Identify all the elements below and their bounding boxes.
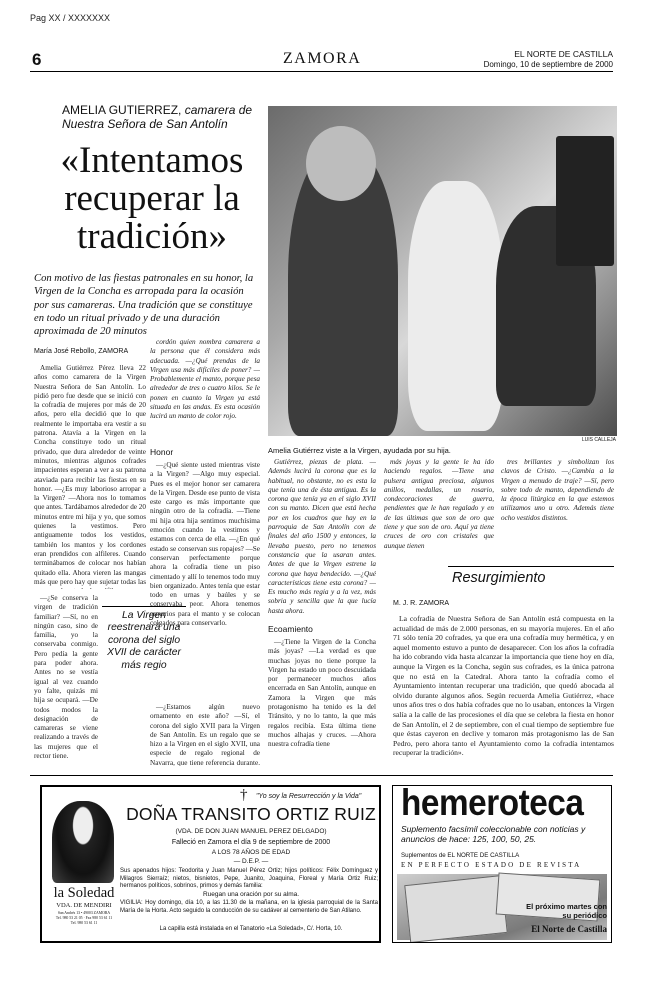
article-bottom-rule	[30, 775, 613, 776]
main-photo	[268, 106, 617, 436]
hemeroteca-ad	[392, 785, 612, 943]
byline: María José Rebollo, ZAMORA	[34, 348, 129, 355]
col2b-text: —¿Qué siente usted mientras viste a la Virgen? —Algo muy especial. Pues es el mejor honor ser camarera de la Virgen. Desde ese punto de vista este cargo es más importante que ningún otro de la cofradía. —Tiene mi hija otra hija sentimos muchísima emoción cuando la vestimos y estamos con cerca de ella. —¿En qué estado se conservan sus ropajes? —Se conservan perfectamente porque ahora la cofradía tiene un piso cimentado y allí lo tenemos todo muy bien organizado. Antes tenía que estar todo en urnas y baúles y se conservaba peor. Ahora tenemos armarios para el manto y se colocan colgados para conservarlo.	[150, 461, 260, 628]
hemeroteca-brand: El Norte de Castilla	[531, 924, 607, 934]
lead: Con motivo de las fiestas patronales en su honor, la Virgen de la Concha es arropada para la ocasión por sus camareras. Una tradición que se constituye en todo un ritual privado y de una duración aproximada de 20 minutos	[34, 273, 254, 338]
photo-credit: LUIS CALLEJA	[581, 437, 616, 443]
headline: «Intentamos recuperar la tradición»	[60, 140, 244, 257]
photo-shelf	[556, 136, 614, 266]
resurg-text-box	[393, 614, 614, 766]
col1c-text	[34, 680, 146, 689]
obituary-died: Falleció en Zamora el día 9 de septiembre de 2000	[171, 839, 331, 846]
obituary-age: A LOS 78 AÑOS DE EDAD	[211, 849, 291, 856]
obituary-vigil: VIGILIA: Hoy domingo, día 10, a las 11.30 de la mañana, en la iglesia parroquial de la Santa María de la Horta. Acto seguido la conducción de su cadáver al cementerio de San Atilano.	[120, 900, 378, 914]
obituary-motto: "Yo soy la Resurrección y la Vida"	[256, 793, 362, 800]
hemeroteca-line2: EN PERFECTO ESTADO DE REVISTA	[401, 861, 582, 869]
obituary-family: Sus apenados hijos: Teodorita y Juan Manuel Pérez Ortiz; hijos políticos: Félix Domínguez y Milagros Sierraíz; nietos, bisnietos, Pepe, Juanito, Joaquina, Floreal y María Ortiz Ruiz; hermanos políticos, sobrinos, primos y demás familia:	[120, 868, 378, 890]
subhead-ecoamiento: Ecoamiento	[268, 624, 313, 634]
section-title: ZAMORA	[283, 50, 362, 67]
hemeroteca-subtitle: Suplemento facsímil coleccionable con noticias y anuncios de hace: 125, 100, 50, 25.	[401, 824, 586, 844]
obituary-widow: (VDA. DE DON JUAN MANUEL PEREZ DELGADO)	[175, 828, 327, 835]
header-rule	[30, 71, 613, 72]
col2c-text: —¿Estamos algún nuevo ornamento en este año? —Sí, el corona del siglo XVII para la Virgen de San Antolín. Es un regalo que se hizo a la Virgen en el siglo XVII, una especie de regalo regional de Navarra, que tiene referencia durante.	[150, 703, 260, 766]
col3-text: Gutiérrez, piezas de plata. —Además lucirá la corona que es la habitual, no obstante, no es esta la que tenía una de ésta antigua. Es la corona que tenía ya en el siglo XVII con su manto. Dicen que está hecha por en los cuadros que hay en la parroquia de San Antolín con de finales del año 1500 y entonces, la llevaba puesto, pero no tenemos constancia que la usaran antes. Antes de que la Virgen estrene la corona que haya bendecido. —¿Qué características tiene esta corona? —Es mucho más regia y a la vez, más sobria y sencilla que la que lucía hasta ahora.	[268, 458, 376, 615]
obituary-cross: †	[240, 787, 248, 803]
hemeroteca-line1: Suplementos de EL NORTE DE CASTILLA	[401, 852, 520, 859]
obituary-logo-image	[52, 801, 114, 883]
obituary-logo-sub: VDA. DE MENDIRI	[56, 902, 112, 909]
photo-figure-head	[306, 126, 376, 201]
obituary-chapel: La capilla está instalada en el Tanatorio «La Soledad», C/. Horta, 10.	[159, 926, 343, 932]
article-col-3	[268, 458, 376, 618]
paper-name: EL NORTE DE CASTILLA	[514, 49, 613, 59]
hemeroteca-promo: El próximo martes con su periódico	[526, 902, 607, 920]
article-col-4	[384, 458, 494, 556]
col1b-text: —¿Se conserva la virgen de tradición familiar? —Sí, no en ningún caso, sino de familia, yo la conservaba conmigo. Pero pedía la gente para poder ahora. Antes no se vestía igual al vez cuando yo falte, quizás mi hija se ocupará. —De todos modos la designación de camareras se viene realizando a través de las mujeres que el rector tiene.	[34, 594, 98, 761]
obituary-logo-name: la Soledad	[53, 885, 115, 901]
obituary-box	[40, 785, 381, 943]
photo-virgin-statue	[408, 181, 503, 431]
article-col-2c	[150, 703, 260, 766]
article-col-5	[501, 458, 614, 556]
resurg-text: La cofradía de Nuestra Señora de San Antolín está compuesta en la actualidad de más de 2.000 personas, en su mayoría mujeres. En el año 71 sólo tenía 20 cofrades, ya que era una cofradía muy hermética, y en aquel momento estuvo a punto de desaparecer. Con los años la cofradía ha ido cobrando vida hasta alcanzar la importancia que tiene hoy en día, aunque la Virgen es la Concha, según sus cofrades, es la única patrona que no está en la Catedral. Ahora tanto la cofradía como el Ayuntamiento intentan recuperar una tradición, que quedó abocada al olvido durante algunos años. Según recuerda Amelia Gutiérrez, «hace unos años tres o dos había cofrades que no lo usaban, entonces la Virgen salía a la calle de las procesiones el día que se celebra la fiesta en honor de San Antolín, el 2 de septiembre, con el cual tiempo de septiembre fue que éstas cayeron en declive y tomaron más protagonismo las de San Pedro, pero ahora tanto el Ayuntamiento como la cofradía intentamos recuperar la tradición».	[393, 614, 614, 758]
kicker	[62, 103, 262, 131]
obituary-prayer: Ruegan una oración por su alma.	[202, 891, 300, 898]
kicker-name: AMELIA GUTIERREZ,	[62, 103, 182, 117]
resurg-title: Resurgimiento	[452, 570, 546, 586]
header-date: Domingo, 10 de septiembre de 2000	[483, 60, 613, 69]
col4-text: más joyas y la gente le ha ido haciendo regalos. —Tiene una pulsera antigua preciosa, algunos anillos, medallas, un rosario, condecoraciones de guerra, pendientes que le han regalado y en de las últimas que son de oro que tiene y que son de oro. Aquí ya tiene cruces de oro con cristales que aunque tienen	[384, 458, 494, 550]
hemeroteca-paper-a	[404, 875, 508, 943]
col2-text: cordón quien nombra camarera a la persona que él considera más adecuada. —¿Qué prendas de la Virgen usa más difíciles de poner? —Probablemente el manto, porque pesa alrededor de tres o cuatro kilos. Se le ponen en cuanto la Virgen ya está situada en las andas. Es esta ocasión lucirá un manto de color rojo.	[150, 338, 260, 421]
pag-label: Pag XX / XXXXXXX	[30, 13, 111, 23]
obituary-name: DOÑA TRANSITO ORTIZ RUIZ	[126, 804, 376, 824]
article-col-1	[34, 364, 146, 589]
hemeroteca-title: hemeroteca	[401, 785, 584, 823]
article-col-1c	[34, 680, 146, 766]
obituary-rip: — D.E.P. —	[233, 858, 269, 865]
article-col-3b	[268, 638, 376, 766]
subhead-honor: Honor	[150, 447, 174, 457]
article-col-2b	[150, 461, 260, 699]
article-col-2	[150, 338, 260, 438]
col3b-text: —¿Tiene la Virgen de la Concha más joyas? —La verdad es que muchas joyas no tiene porque la Virgen ha estado un poco descuidada por permanecer muchos años encerrada en San Antolín, aunque en Zamora la Virgen que más protagonismo ha tenido es la del Tránsito, y no lo tanto, la que más regalos recibía. Esta última tiene muchos alhajas y cruces. —Ahora nuestra cofradía tiene	[268, 638, 376, 749]
col5-text: tres brillantes y simbolizan los clavos de Cristo. —¿Cambia a la Virgen a menudo de traje? —Sí, pero sobre todo de manto, dependiendo de la época litúrgica en la que estemos utilizamos uno u otro. Además tiene ocho vestidos distintos.	[501, 458, 614, 522]
obituary-logo-addr: San Andrés 13 • 49003 ZAMORA Tel. 980 53 21 05 · Fax 980 53 61 11 Tel. 980 53 61 11	[55, 911, 113, 925]
resurg-rule	[448, 566, 614, 567]
page-number: 6	[32, 50, 42, 69]
resurg-byline: M. J. R. ZAMORA	[393, 600, 449, 607]
pullquote: La Virgen reestrenará una corona del siglo XVII de carácter más regio	[107, 610, 181, 671]
col1-text: Amelia Gutiérrez Pérez lleva 22 años como camarera de la Virgen Nuestra Señora de San Antolín. Lo pidió pero fue desde que se inició con la cofradía de mujeres por más de 20 años, pero ella decidió que lo que realmente le importaba era vestir a su patrona. Atavía a la Virgen en la Concha constituye todo un ritual privado, que dura alrededor de veinte minutos, mientras algunos cofrades impacientes esperan a ver a su patrona ataviada para recibir las fiestas en su honor. —¿Es muy laborioso arropar a la Virgen? —Ahora nos lo tomamos que antes. Tardábamos alrededor de 20 minutos entre mi hija y yo, que somos quienes la vestimos. Pero antiguamente todos los vestidos, también los mantos y los cordones eran prendidos con alfileres. Cuando terminábamos de colocar nos habían quitado ella. Ahora vieren las mangas más que pero hay que sujetar todas las	[34, 364, 146, 586]
kicker-rest: camarera de Nuestra Señora de San Antolín	[62, 103, 253, 131]
photo-caption: Amelia Gutiérrez viste a la Virgen, ayudada por su hija.	[268, 446, 451, 455]
